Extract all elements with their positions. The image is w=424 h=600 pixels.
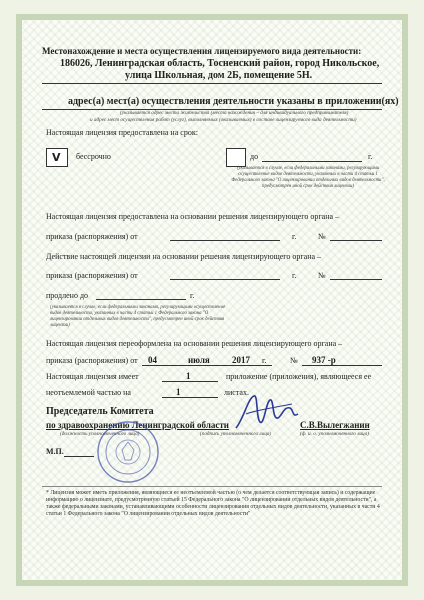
granted-date-underline [170,240,280,241]
reissued-day: 04 [148,355,157,365]
reissued-label: Настоящая лицензия переоформлена на основании решения лицензирующего органа – [46,339,343,348]
address-line-1: 186026, Ленинградская область, Тосненский район, город Никольское, [60,58,380,69]
granted-label: Настоящая лицензия предоставлена на основании решения лицензирующего органа – [46,212,340,221]
check-mark: V [52,151,61,164]
term-year-suffix: г. [368,152,373,161]
reissued-year: 2017 [232,355,250,365]
term-until-checkbox [226,148,246,167]
stamp-place: М.П. [46,447,64,456]
address-note-1: (указывается адрес места жительства (места нахождения – для индивидуального предпринимателя) [120,110,349,116]
extended-year-suffix-2: г. [190,291,195,300]
term-note: (указывается в случае, если федеральными законами, регулирующими осуществление видов деятельности, указанных в части 4 статьи 1 Федерального закона "О лицензировании отдельных видов деятельности", предусмотрен иной срок действия лицензии) [231,166,385,189]
handwritten-signature [232,388,302,434]
caption-name: (ф. и. о. уполномоченного лица) [300,431,370,437]
granted-number-underline [330,240,382,241]
annexes-sheets-label: листах. [224,388,249,397]
extended-until-underline [96,299,186,300]
annexes-sheets-underline [162,397,218,398]
annexes-has-label: Настоящая лицензия имеет [46,372,139,381]
extended-until-label: продлено до [46,291,89,300]
annexes-count: 1 [186,371,191,381]
reissued-number-label: № [290,356,298,365]
reissued-number: 937 -р [312,355,336,365]
extended-date-underline [170,279,280,280]
extended-year-suffix: г. [292,271,297,280]
indefinite-checkbox [46,148,68,167]
term-until-underline [262,161,362,162]
annexes-text: приложение (приложения), являющееся ее [226,372,372,381]
signatory-name: С.В.Вылегжанин [300,420,370,430]
location-heading: Местонахождение и места осуществления лицензируемого вида деятельности: [42,46,362,56]
footnote: * Лицензия может иметь приложения, являющиеся ее неотъемлемой частью (о чем делается соответствующая запись) и содержащие информацию о лицензиате, предусмотренную статьей 15 Федерального закона "О лицензировании отдельных видов деятельности", а также федеральными законами, устанавливающими особенности лицензирования отдельных видов деятельности, указанных в части 4 статьи 1 Федерального закона "О лицензировании отдельных видов деятельности" [46,490,380,517]
extended-number-underline [330,279,382,280]
extended-label: Действие настоящей лицензии на основании решения лицензирующего органа – [46,252,322,261]
annexes-integral-label: неотъемлемой частью на [46,388,131,397]
caption-signature: (подпись уполномоченного лица) [200,431,272,437]
footnote-divider [42,486,382,487]
reissued-number-underline [302,365,382,366]
extended-note: (указывается в случае, если федеральными законами, регулирующими осуществление видов деятельности, указанных в части 4 статьи 1 Федерального закона "О лицензировании отдельных видов деятельности", предусмотрен иной срок действия лицензии) [50,305,226,328]
address-line-2: улица Школьная, дом 2Б, помещение 5Н. [125,70,313,81]
indefinite-text: бессрочно [76,152,111,161]
reissued-date-underline [142,365,272,366]
address-note-2: и адрес мест осуществления работ (услуг), выполняемых (оказываемых) в составе лицензируемого вида деятельности) [90,117,357,123]
position-line-1: Председатель Комитета [46,406,154,417]
position-line-2: по здравоохранению Ленинградской области [46,420,229,430]
annexes-count-underline [162,381,218,382]
granted-number-label: № [318,232,326,241]
reissued-year-suffix: г. [262,356,267,365]
term-until-label: до [250,152,259,161]
granted-year-suffix: г. [292,232,297,241]
reissued-order-label: приказа (распоряжения) от [46,356,138,365]
annex-addresses: адрес(а) мест(а) осуществления деятельности указаны в приложении(ях) [68,96,399,107]
address-underline [42,83,382,84]
extended-number-label: № [318,271,326,280]
reissued-month: июля [188,355,210,365]
term-label: Настоящая лицензия предоставлена на срок: [46,128,198,137]
caption-position: (должность уполномоченного лица) [60,431,140,437]
annexes-sheets: 1 [176,387,181,397]
extended-order-label: приказа (распоряжения) от [46,271,138,280]
official-stamp [96,420,160,484]
granted-order-label: приказа (распоряжения) от [46,232,138,241]
stamp-place-underline [64,456,94,457]
